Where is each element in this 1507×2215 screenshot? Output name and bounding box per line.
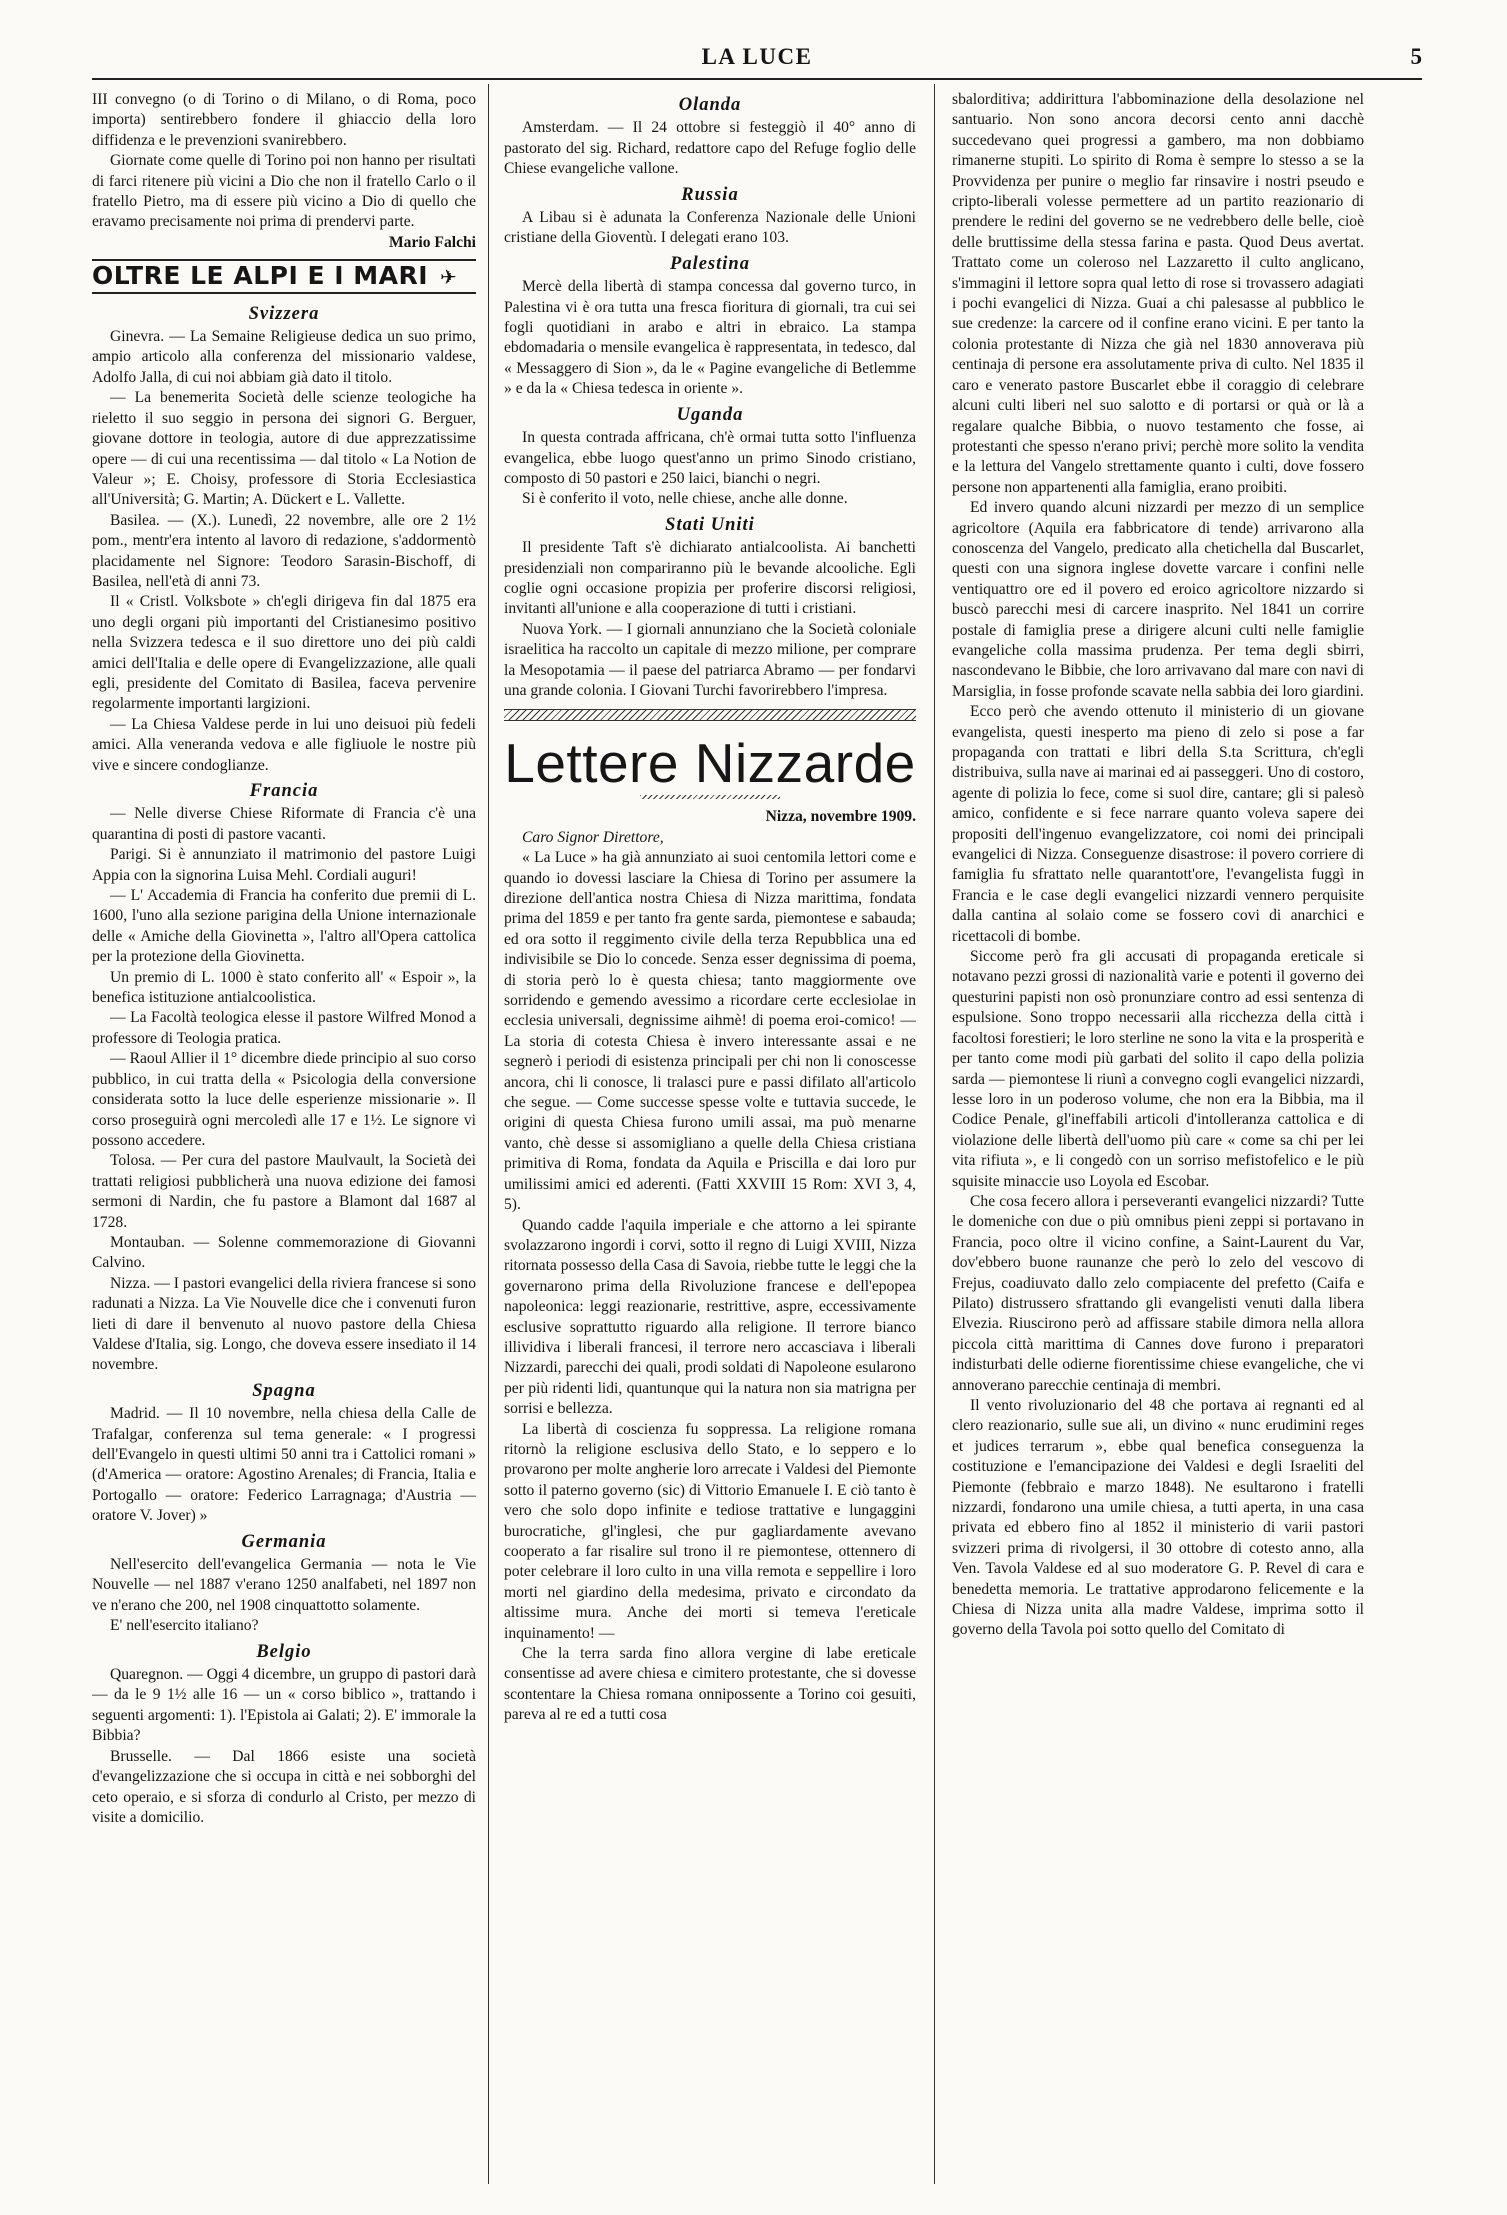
paragraph: III convegno (o di Torino o di Milano, o di Roma, poco importa) sentirebbero fondere il ghiaccio della loro diffidenza e le prevenzioni svanirebbero. [92,91,476,149]
paragraph: Nuova York. — I giornali annunziano che la Società coloniale israelitica ha raccolto un capitale di mezzo milione, per comprare la Mesopotamia — il paese del patriarca Abramo — per fondarvi una grande colonia. I Giovani Turchi favorirebbero l'impresa. [504,620,916,699]
section-title-belgio: Belgio [256,1641,312,1662]
paragraph: Ecco però che avendo ottenuto il ministerio di un giovane evangelista, questi inesperto ma pieno di zelo si pose a far propaganda con trattati e libri della S.ta Scrittura, ch'egli distribuiva, sulla nave ai marinai ed ai passeggeri. Uno di costoro, agente di polizia lo fece, come si suol dire, cantare; gli si palesò amico, confidente e si fece narrare quanto voleva sapere dei propositi dell'ingenuo evangelizzatore, coi nomi dei principali evangelici di Nizza. Conseguenze disastrose: il povero corriere di famiglia fu sfrattato nelle quarantott'ore, l'evangelista fuggì in Francia e le case degli evangelici nizzardi vennero perquisite dalla cantina al solaio come se fossero covi di anarchici e ricettacoli di bombe. [952,703,1364,945]
paragraph: A Libau si è adunata la Conferenza Nazionale delle Unioni cristiane della Gioventù. I delegati erano 103. [504,209,916,247]
column-rule [488,84,489,2184]
paragraph: Parigi. Si è annunziato il matrimonio del pastore Luigi Appia con la signorina Luisa Mehl. Cordiali auguri! [92,846,476,884]
section-title-palestina: Palestina [670,253,750,274]
paragraph: Che la terra sarda fino allora vergine di labe ereticale consentisse ad avere chiesa e cimitero protestante, che si dovesse scontentare la Chiesa romana onnipossente a Torino coi gesuiti, pareva al re ed a tutti cosa [504,1645,916,1724]
paragraph: Amsterdam. — Il 24 ottobre si festeggiò il 40° anno di pastorato del sig. Richard, redattore capo del Refuge foglio delle Chiese evangeliche vallone. [504,119,916,178]
section-title-germania: Germania [241,1531,327,1552]
paragraph: Tolosa. — Per cura del pastore Maulvault, la Società dei trattati religiosi pubblicherà una nuova edizione dei famosi sermoni di Nardin, che fu pastore a Blamont dal 1687 al 1728. [92,1152,476,1231]
column-3 [952,90,1364,2180]
paragraph: La libertà di coscienza fu soppressa. La religione romana ritornò la religione esclusiva dello Stato, e lo seppero e lo provarono per molte angherie loro arrecate i Valdesi del Piemonte sotto il paterno governo (sic) di Vittorio Emanuele I. E ciò tanto è vero che solo dopo infinite e tediose trattative e lungaggini burocratiche, gl'inglesi, che pur gagliardamente avevano cooperato a far risalire sul trono il re piemontese, ottennero di poter celebrare il loro culto in una villa remota e seppellire i loro morti nel giardino della medesima, privato e circondato da altissime mura. Anche dei morti si temeva l'ereticale inquinamento! — [504,1420,916,1642]
column-2 [504,90,916,2180]
section-title-francia: Francia [249,781,319,801]
header-rule [92,78,1422,80]
paragraph: Montauban. — Solenne commemorazione di Giovanni Calvino. [92,1233,476,1272]
paragraph: Il presidente Taft s'è dichiarato antialcoolista. Ai banchetti presidenziali non compariranno più le bevande alcooliche. Egli coglie ogni occasione propizia per proferire discorsi religiosi, invitanti all'unione e alla cooperazione di tutti i cristiani. [504,539,916,618]
paragraph: In questa contrada affricana, ch'è ormai tutta sotto l'influenza evangelica, ebbe luogo quest'anno un primo Sinodo cristiano, composto di 50 pastori e 250 laici, bianchi o negri. [504,429,916,487]
paragraph: Brusselle. — Dal 1866 esiste una società d'evangelizzazione che si occupa in città e nei sobborghi del ceto operaio, e si sforza di condurlo al Cristo, per mezzo di visite a domicilio. [92,1747,476,1826]
paragraph: Giornate come quelle di Torino poi non hanno per risultati di farci ritenere più vicini a Dio che non il fratello Carlo o il fratello Pietro, ma di essere più vicino a Dio di quello che eravamo precisamente noi prima di prendervi parte. [92,152,476,231]
paragraph: Nizza. — I pastori evangelici della riviera francese si sono radunati a Nizza. La Vie Nouvelle dice che i convenuti furon lieti di dare il benvenuto al nuovo pastore della Chiesa Valdese d'Italia, sig. Longo, che doveva essere insediato il 14 novembre. [92,1274,476,1374]
paragraph: Quaregnon. — Oggi 4 dicembre, un gruppo di pastori darà — da le 9 1½ alle 16 — un « corso biblico », trattando i seguenti argomenti: 1). l'Epistola ai Galati; 2). E' immorale la Bibbia? [92,1666,476,1745]
column-rule [934,84,935,2184]
paragraph: Il « Cristl. Volksbote » ch'egli dirigeva fin dal 1875 era uno degli organi più importanti del Cristianesimo positivo nella Svizzera tedesca e il suo direttore uno dei più caldi amici dell'Italia e delle opere di Evangelizzazione, alle quali egli, presidente del Comitato di Basilea, faceva pervenire regolarmente importanti largizioni. [92,593,476,713]
paragraph: Mercè della libertà di stampa concessa dal governo turco, in Palestina vi è ora tutta una fresca fioritura di giornali, tra cui sei fogli quotidiani in arabo e altri in ebraico. La stampa ebdomadaria o mensile evangelica è rappresentata, in tedesco, dal « Messaggero di Sion », da le « Pagine evangeliche di Betlemme » e da la « Chiesa tedesca in oriente ». [504,278,916,398]
section-title-spagna: Spagna [252,1380,316,1401]
rubric-title: OLTRE LE ALPI E I MARI [92,261,429,291]
page-header [92,44,1422,78]
paragraph: Madrid. — Il 10 novembre, nella chiesa della Calle de Trafalgar, conferenza sul tema generale: « I progressi dell'Evangelo in questi ultimi 50 anni tra i Cattolici romani » (d'America — oratore: Agostino Arenales; di Francia, Italia e Portogallo — oratore: Federico Larragnaga; d'Austria — oratore V. Jover) » [92,1405,476,1525]
paragraph: Che cosa fecero allora i perseveranti evangelici nizzardi? Tutte le domeniche con due o più omnibus pieni zeppi si portavano in Francia, poco oltre il vicino confine, a Saint-Laurent du Var, dov'ebbero buone raunanze che però lo zelo del vescovo di Frejus, coadiuvato dallo zelo compiacente del prefetto (Caifa e Pilato) distrussero sfrattando gli evangelisti venuti dalla libera Elvezia. Riuscirono però ad affissare stabile dimora nella allora piccola città marittima di Cannes dove furono i preparatori indisturbati delle odierne fiorentissime chiese evangeliche, che vi annoverano parecchie centinaja di membri. [952,1192,1364,1394]
paragraph: Ginevra. — La Semaine Religieuse dedica un suo primo, ampio articolo alla conferenza del missionario valdese, Adolfo Jalla, di cui noi abbiam già dato il titolo. [92,328,476,386]
paragraph: Si è conferito il voto, nelle chiese, anche alle donne. [522,490,848,508]
paragraph: — Raoul Allier il 1° dicembre diede principio al suo corso pubblico, in cui tratta della « Psicologia della conversione considerata sotto la luce delle esperienze missionarie ». Il corso proseguirà ogni mercoledì alle 17 e 1½. Le signore vi possono accedere. [92,1050,476,1149]
decorative-underline [640,795,780,799]
paragraph: — La Facoltà teologica elesse il pastore Wilfred Monod a professore di Teologia pratica. [92,1009,476,1047]
paragraph: Un premio di L. 1000 è stato conferito all' « Espoir », la benefica istituzione antialcoolistica. [92,968,476,1007]
section-title-russia: Russia [681,184,739,205]
running-title: LA LUCE [701,44,813,69]
paragraph: Siccome però fra gli accusati di propaganda ereticale si notavano pezzi grossi di nazionalità varie e potenti il governo dei questurini papisti non osò pronunziare contro ad essi sentenza di espulsione. Sono troppo necessarii alla ricchezza della città i facoltosi forestieri; le loro sterline ne sono la vita e la prosperità e per tanto come modi più garbati del solito il capo della polizia sarda — piemontese li riunì a convegno cogli evangelici nizzardi, lesse loro in un poderoso volume, che non era la Bibbia, ma il Codice Penale, gl'ineffabili articoli d'intolleranza cattolica e di violazione delle libertà dell'uomo più care « come sa chi per lei vita rifiuta », e li congedò con un sorriso mefistofelico e le più squisite minaccie uso Loyola ed Escobar. [952,948,1364,1190]
swallow-ornament-icon: ✈ [440,265,458,290]
paragraph: — Nelle diverse Chiese Riformate di Francia c'è una quarantina di posti di pastore vacanti. [92,805,476,843]
paragraph: E' nell'esercito italiano? [110,1617,259,1635]
section-title-uganda: Uganda [676,404,744,425]
paragraph: Ed invero quando alcuni nizzardi per mezzo di un semplice agricoltore (Aquila era fabbricatore di tende) arrivarono alla conoscenza del Vangelo, predicato alla chetichella dal Buscarlet, questi con una signora inglese dovette varcare i confini nelle ventiquattro ore ed il povero ed eroico agricoltore nizzardo si buscò parecchi mesi di carcere inasprito. Nel 1841 un corrire postale di famiglia prese a dirigere alcuni culti nelle famiglie evangeliche colla massima prudenza. Per tema degli sbirri, nascondevano le Bibbie, che loro arrivavano dal mare con navi di Marsiglia, in fosse profonde scavate nella sabbia dei loro giardini. [952,499,1364,700]
paragraph: — La Chiesa Valdese perde in lui uno deisuoi più fedeli amici. Alla veneranda vedova e alle figliuole le nostre più vive e sincere condoglianze. [92,715,476,774]
page-number: 5 [1410,44,1422,69]
paragraph: Nell'esercito dell'evangelica Germania — nota le Vie Nouvelle — nel 1887 v'erano 1250 analfabeti, nel 1897 non ve n'erano che 200, nel 1908 cinquattotto solamente. [92,1556,476,1614]
paragraph: sbalorditiva; addirittura l'abbominazione della desolazione nel santuario. Non sono ancora decorsi cento anni dacchè succedevano quei progressi a gambero, ma non dobbiamo rimanerne stupiti. Lo spirito di Roma è sempre lo stesso a se la Provvidenza per punire o meglio far rinsavire i nostri pseudo e cripto-liberali volesse permettere ad un partito reazionario di prendere le redini del governo se ne vedrebbero delle belle, cioè delle bruttissime della stessa farina e pasta. Quod Deus avertat. Trattato come un coleroso nel Lazzaretto il culto anglicano, s'immagini il lettore sopra qual letto di rose si trovassero adagiati i pochi evangelici di Nizza. Guai a chi palesasse al pubblico le sue credenze: la carcere od il confine erano vicini. E per tanto la colonia protestante di Nizza che già nel 1830 annoverava più centinaja di persone era assolutamente priva di culto. Nel 1835 il caro e venerato pastore Buscarlet ebbe il coraggio di celebrare alcuni culti liberi nel suo salotto e di portarsi or quà or là a regalare qualche Bibbia, o nuovo testamento che fosse, ai protestanti che spesso n'erano privi; perchè more solito la vendita e la lettura del Vangelo strettamente quanto i culti, dove fossero persone non appartenenti alla famiglia, erano proibiti. [952,91,1364,496]
paragraph: — L' Accademia di Francia ha conferito due premii di L. 1600, l'uno alla sezione parigina della Unione internazionale delle « Amiche della Giovinetta », l'altro all'Opera cattolica per la protezione della Giovinetta. [92,887,476,966]
salutation: Caro Signor Direttore, [522,828,664,846]
paragraph: Il vento rivoluzionario del 48 che portava ai regnanti ed al clero reazionario, sulle sue ali, un divino « nunc erudimini reges et judices terrarum », ebbe qual benefica conseguenza la costituzione e l'emancipazione dei Valdesi e degli Israeliti del Piemonte (febbraio e marzo 1848). Ne esultarono i fratelli nizzardi, fondarono una umile chiesa, a tutti aperta, in una casa privata ed ebbero fino al 1852 il ministerio di varii pastori svizzeri prima di rivolgersi, il 30 ottobre di cotesto anno, alla Ven. Tavola Valdese ed al suo moderatore G. P. Revel di cara e benedetta memoria. Le trattative approdarono felicemente e la Chiesa di Nizza unita alla madre Valdese, imprima sotto il governo della Tavola poi sotto quello del Comitato di [952,1397,1364,1639]
paragraph: « La Luce » ha già annunziato ai suoi centomila lettori come e quando io dovessi lasciare la Chiesa di Torino per assumere la direzione dell'antica nostra Chiesa di Nizza marittima, fondata prima del 1859 e per tanto fra gente sarda, piemontese e sabauda; ed ora sotto il reggimento civile della terza Repubblica una ed indivisibile se Dio lo concede. Senza esser degnissima di poema, di storia però lo è questa chiesa; tanto maggiormente ove sorridendo e gemendo avessimo a ricordare certe ecclesiolae in ecclesia universali, degnissime aihmè! di poema eroi-comico! — La storia di cotesta Chiesa è invero interessante assai e ne segnerò i periodi di esistenza principali per chi non li conoscesse ancora, chi li conosce, li tralasci pure e passi difilato all'articolo che segue. — Come successe spesse volte e tuttavia succede, le origini di questa Chiesa furono umili assai, ma può menarne vanto, chè desse si assomigliano a quelle della Chiesa cristiana primitiva di Roma, fondata da Aquila e Priscilla e dai loro pur umilissimi amici ed aderenti. (Fatti XXVIII 15 Rom: XVI 3, 4, 5). [504,849,916,1214]
dateline: Nizza, novembre 1909. [765,808,916,826]
paragraph: — La benemerita Società delle scienze teologiche ha rieletto il suo seggio in persona dei signori G. Berguer, giovane dottore in teologia, autore di due apprezzatissime opere — di cui una recentissima — dal titolo « La Notion de Valeur »; E. Choisy, professore di Storia Ecclesiastica all'Università; G. Martin; A. Dückert e L. Vallette. [92,389,476,509]
paragraph: Basilea. — (X.). Lunedì, 22 novembre, alle ore 2 1½ pom., mentr'era intento al lavoro di redazione, s'addormentò placidamente nel Signore: Teodoro Sarasin-Bischoff, di Basilea, nell'età di anni 73. [92,511,476,590]
column-1 [92,90,476,2180]
rubric-heading [92,259,476,293]
section-title-olanda: Olanda [678,95,742,115]
author-signature: Mario Falchi [388,233,476,251]
section-title-stati-uniti: Stati Uniti [665,514,755,535]
paragraph: Quando cadde l'aquila imperiale e che attorno a lei spirante svolazzarono ingordi i corvi, sotto il regno di Luigi XVIII, Nizza ritornata possesso della Casa di Savoia, riebbe tutte le leggi che la governarono prima della Rivoluzione francese e dell'epopea napoleonica: leggi reazionarie, restrittive, aspre, eccessivamente esclusive soprattutto riguardo alla religione. Il terrore bianco illividiva i liberali francesi, il terrore nero accasciava i liberali Nizzardi, parecchi dei quali, prodi soldati di Napoleone esularono per più ridenti lidi, quantunque qui la natura non sia matrigna per sorrisi e bellezza. [504,1216,916,1418]
feature-title: Lettere Nizzarde [504,732,916,795]
section-title-svizzera: Svizzera [248,303,320,324]
decorative-divider [504,709,916,721]
